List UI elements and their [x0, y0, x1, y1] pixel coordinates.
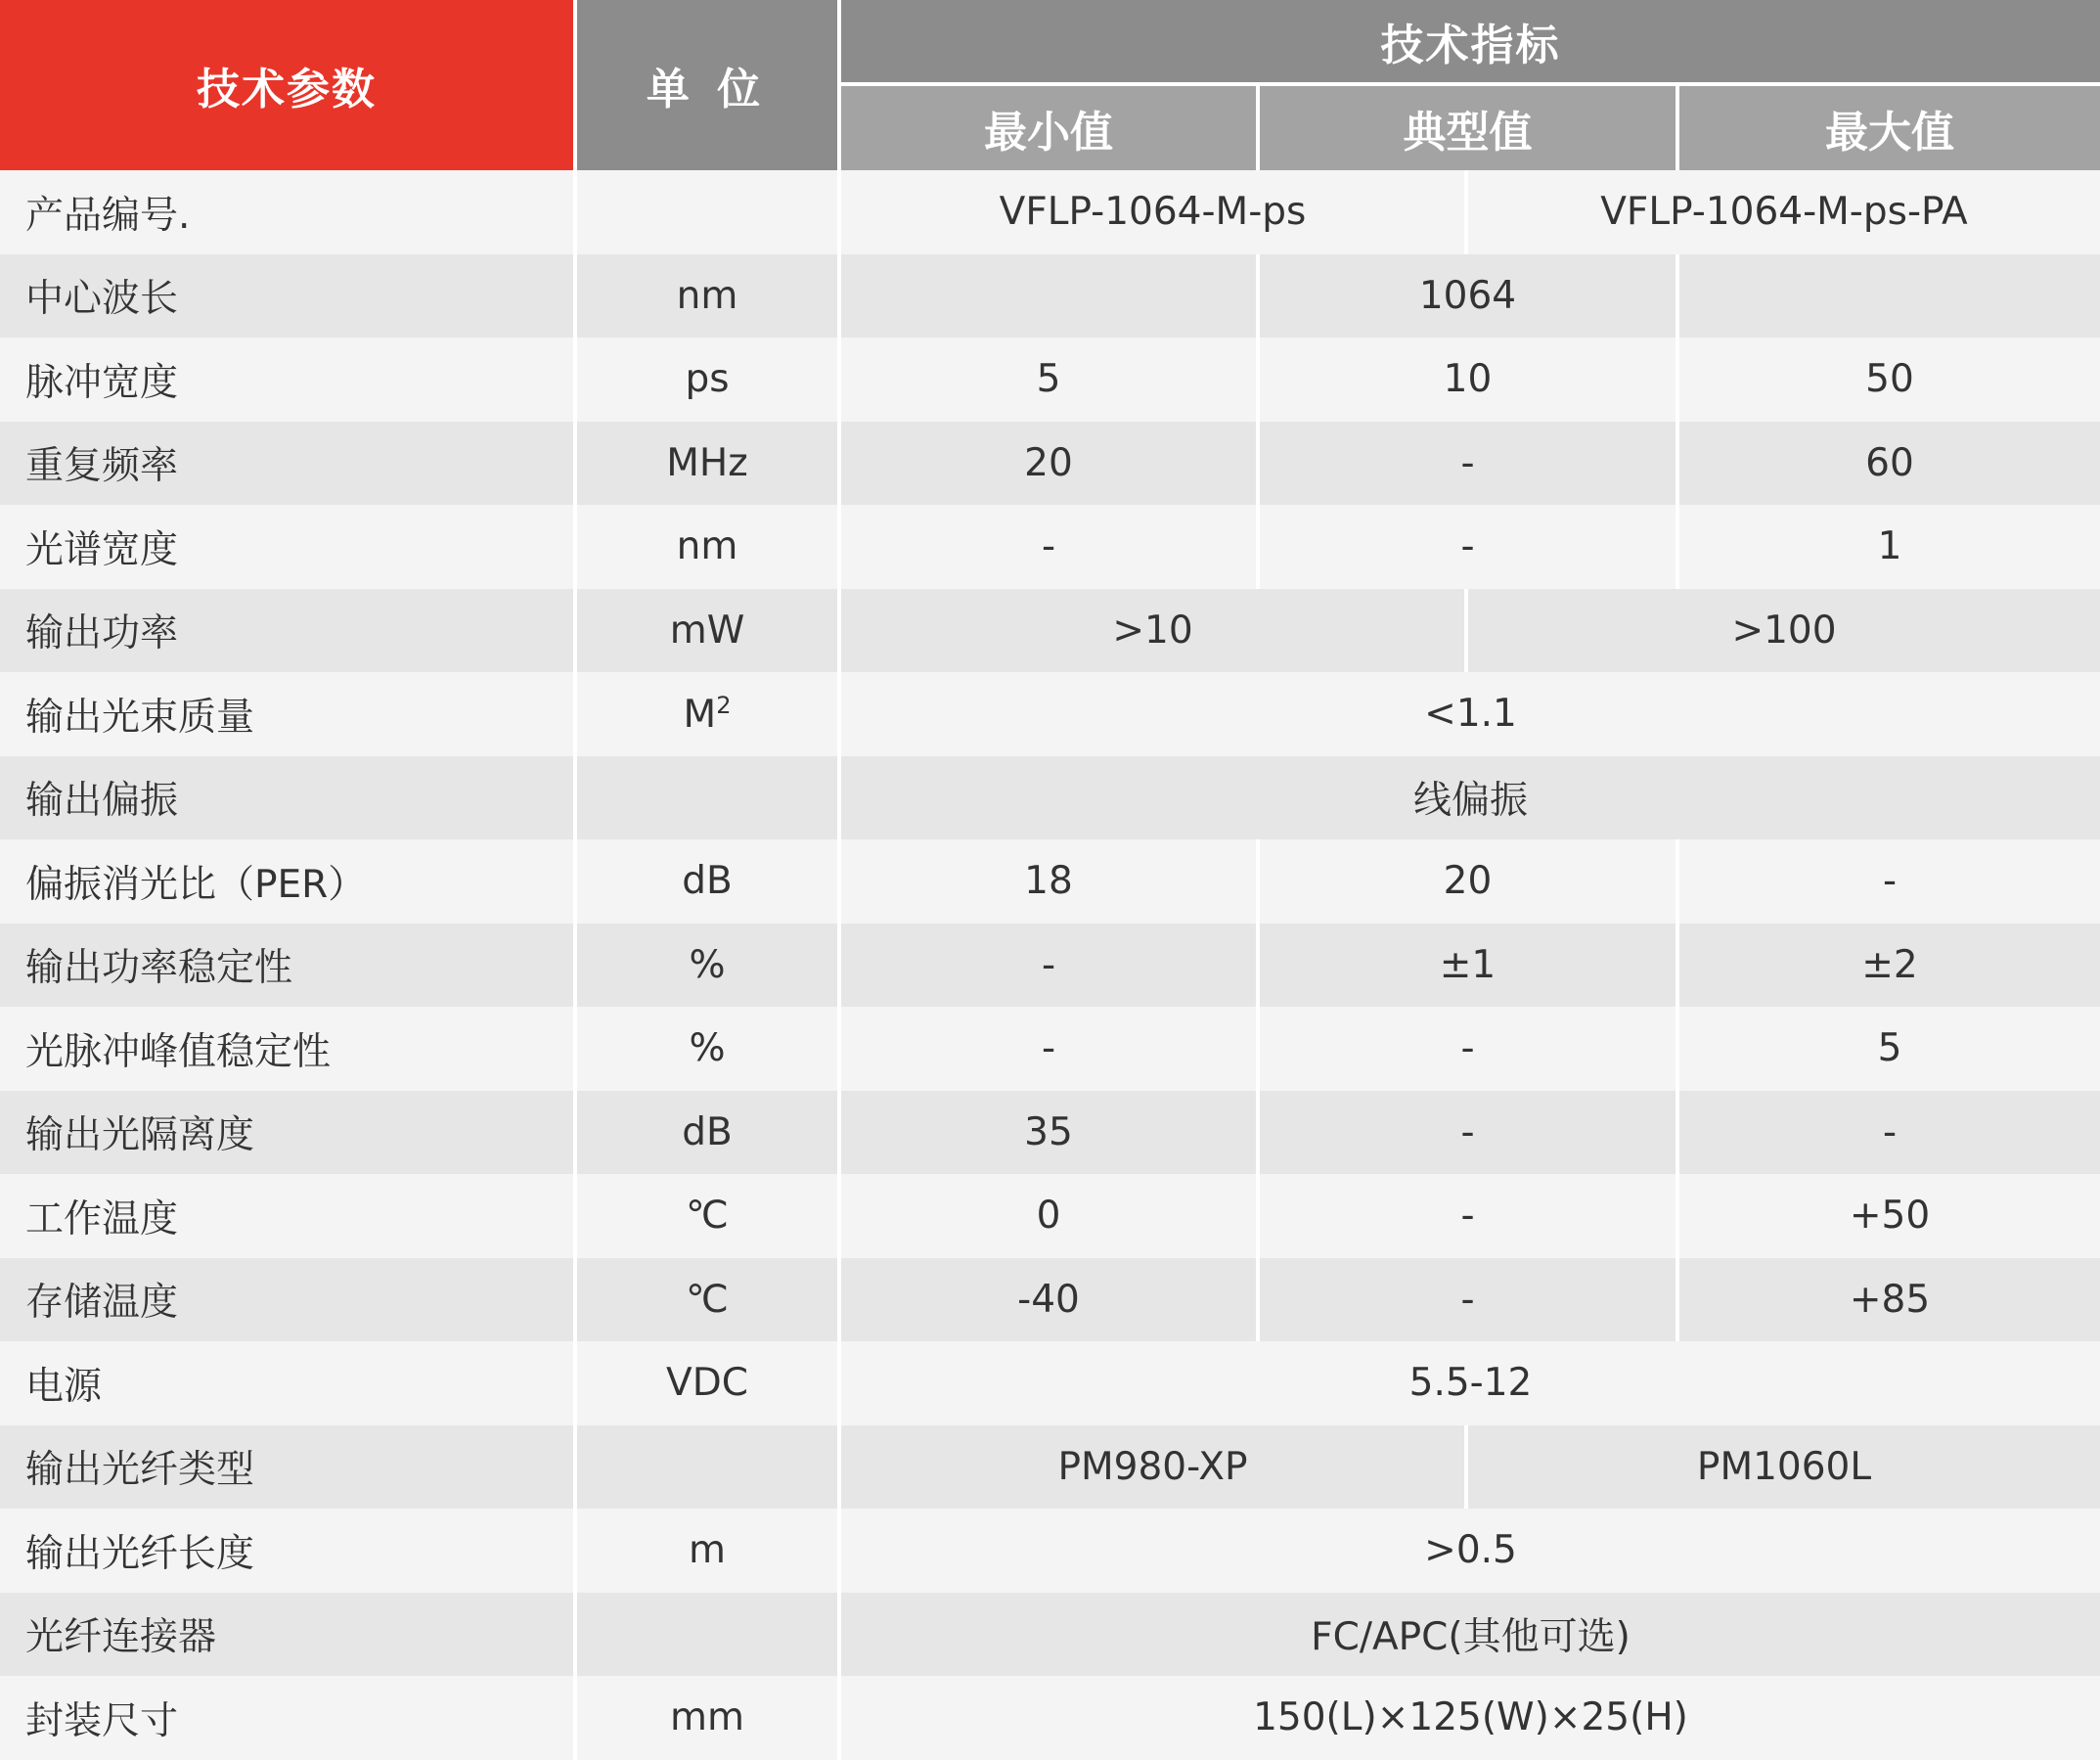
table-row [0, 756, 2100, 840]
model-b-cell: >100 [1468, 589, 2100, 673]
param-label: 光谱宽度 [0, 505, 577, 589]
max-cell: - [1679, 1091, 2100, 1175]
header-spec: 技术指标 [841, 0, 2100, 86]
header-row-top [0, 0, 2100, 86]
table-row [0, 1091, 2100, 1175]
header-unit: 单 位 [577, 0, 841, 170]
typ-cell: 10 [1260, 338, 1679, 422]
max-cell: - [1679, 839, 2100, 924]
unit-cell: ℃ [577, 1258, 841, 1342]
max-cell: 1 [1679, 505, 2100, 589]
typ-cell: - [1260, 505, 1679, 589]
min-cell: 18 [841, 839, 1260, 924]
unit-cell: mm [577, 1676, 841, 1760]
header-max: 最大值 [1679, 86, 2100, 170]
table-row [0, 1258, 2100, 1342]
typ-cell: ±1 [1260, 924, 1679, 1008]
unit-cell: MHz [577, 422, 841, 506]
table-row [0, 1509, 2100, 1593]
unit-cell [577, 672, 841, 756]
typ-cell: - [1260, 1174, 1679, 1258]
max-cell: +85 [1679, 1258, 2100, 1342]
value-cell: 5.5-12 [841, 1341, 2100, 1425]
max-cell [1679, 254, 2100, 338]
table-row [0, 505, 2100, 589]
table-row [0, 672, 2100, 756]
param-label: 中心波长 [0, 254, 577, 338]
unit-text: M [683, 692, 717, 737]
param-label: 输出光束质量 [0, 672, 577, 756]
table-row [0, 338, 2100, 422]
table-row [0, 1007, 2100, 1091]
min-cell: 35 [841, 1091, 1260, 1175]
unit-cell: mW [577, 589, 841, 673]
model-b-cell: PM1060L [1468, 1425, 2100, 1510]
value-cell: <1.1 [841, 672, 2100, 756]
table-row [0, 1425, 2100, 1510]
unit-cell: nm [577, 254, 841, 338]
min-cell: -40 [841, 1258, 1260, 1342]
value-cell: >0.5 [841, 1509, 2100, 1593]
max-cell: ±2 [1679, 924, 2100, 1008]
param-label: 光脉冲峰值稳定性 [0, 1007, 577, 1091]
unit-cell [577, 1425, 841, 1510]
param-label: 输出光纤长度 [0, 1509, 577, 1593]
max-cell: +50 [1679, 1174, 2100, 1258]
typ-cell: - [1260, 1007, 1679, 1091]
param-label: 光纤连接器 [0, 1593, 577, 1677]
value-cell: 150(L)×125(W)×25(H) [841, 1676, 2100, 1760]
param-label: 产品编号. [0, 170, 577, 254]
param-label: 输出偏振 [0, 756, 577, 840]
table-row [0, 839, 2100, 924]
min-cell: 5 [841, 338, 1260, 422]
table-row [0, 1341, 2100, 1425]
model-a-cell: >10 [841, 589, 1468, 673]
typ-cell: 20 [1260, 839, 1679, 924]
param-label: 输出功率 [0, 589, 577, 673]
header-typ: 典型值 [1260, 86, 1679, 170]
param-label: 输出光纤类型 [0, 1425, 577, 1510]
max-cell: 60 [1679, 422, 2100, 506]
model-a-cell: VFLP-1064-M-ps [841, 170, 1468, 254]
min-cell: 0 [841, 1174, 1260, 1258]
model-b-cell: VFLP-1064-M-ps-PA [1468, 170, 2100, 254]
param-label: 偏振消光比（PER） [0, 839, 577, 924]
table-row [0, 1676, 2100, 1760]
typ-cell: - [1260, 1091, 1679, 1175]
unit-cell: ℃ [577, 1174, 841, 1258]
max-cell: 50 [1679, 338, 2100, 422]
table-row [0, 1174, 2100, 1258]
value-cell: 线偏振 [841, 756, 2100, 840]
unit-cell: ps [577, 338, 841, 422]
param-label: 工作温度 [0, 1174, 577, 1258]
table-row [0, 422, 2100, 506]
max-cell: 5 [1679, 1007, 2100, 1091]
unit-cell [577, 1593, 841, 1677]
table-row [0, 1593, 2100, 1677]
typ-cell: - [1260, 422, 1679, 506]
table-row [0, 589, 2100, 673]
min-cell: - [841, 1007, 1260, 1091]
param-label: 重复频率 [0, 422, 577, 506]
unit-cell: m [577, 1509, 841, 1593]
unit-cell [577, 756, 841, 840]
param-label: 输出光隔离度 [0, 1091, 577, 1175]
header-min: 最小值 [841, 86, 1260, 170]
model-a-cell: PM980-XP [841, 1425, 1468, 1510]
param-label: 封装尺寸 [0, 1676, 577, 1760]
unit-cell [577, 170, 841, 254]
header-param: 技术参数 [0, 0, 577, 170]
param-label: 存储温度 [0, 1258, 577, 1342]
value-cell: FC/APC(其他可选) [841, 1593, 2100, 1677]
min-cell: - [841, 505, 1260, 589]
unit-cell: nm [577, 505, 841, 589]
unit-cell: % [577, 924, 841, 1008]
table-row [0, 170, 2100, 254]
unit-superscript: 2 [716, 691, 732, 719]
min-cell: 20 [841, 422, 1260, 506]
table-row [0, 924, 2100, 1008]
unit-cell: dB [577, 839, 841, 924]
typ-cell: 1064 [1260, 254, 1679, 338]
param-label: 脉冲宽度 [0, 338, 577, 422]
param-label: 电源 [0, 1341, 577, 1425]
unit-cell: dB [577, 1091, 841, 1175]
unit-cell: VDC [577, 1341, 841, 1425]
min-cell [841, 254, 1260, 338]
unit-cell: % [577, 1007, 841, 1091]
typ-cell: - [1260, 1258, 1679, 1342]
param-label: 输出功率稳定性 [0, 924, 577, 1008]
table-row [0, 254, 2100, 338]
min-cell: - [841, 924, 1260, 1008]
